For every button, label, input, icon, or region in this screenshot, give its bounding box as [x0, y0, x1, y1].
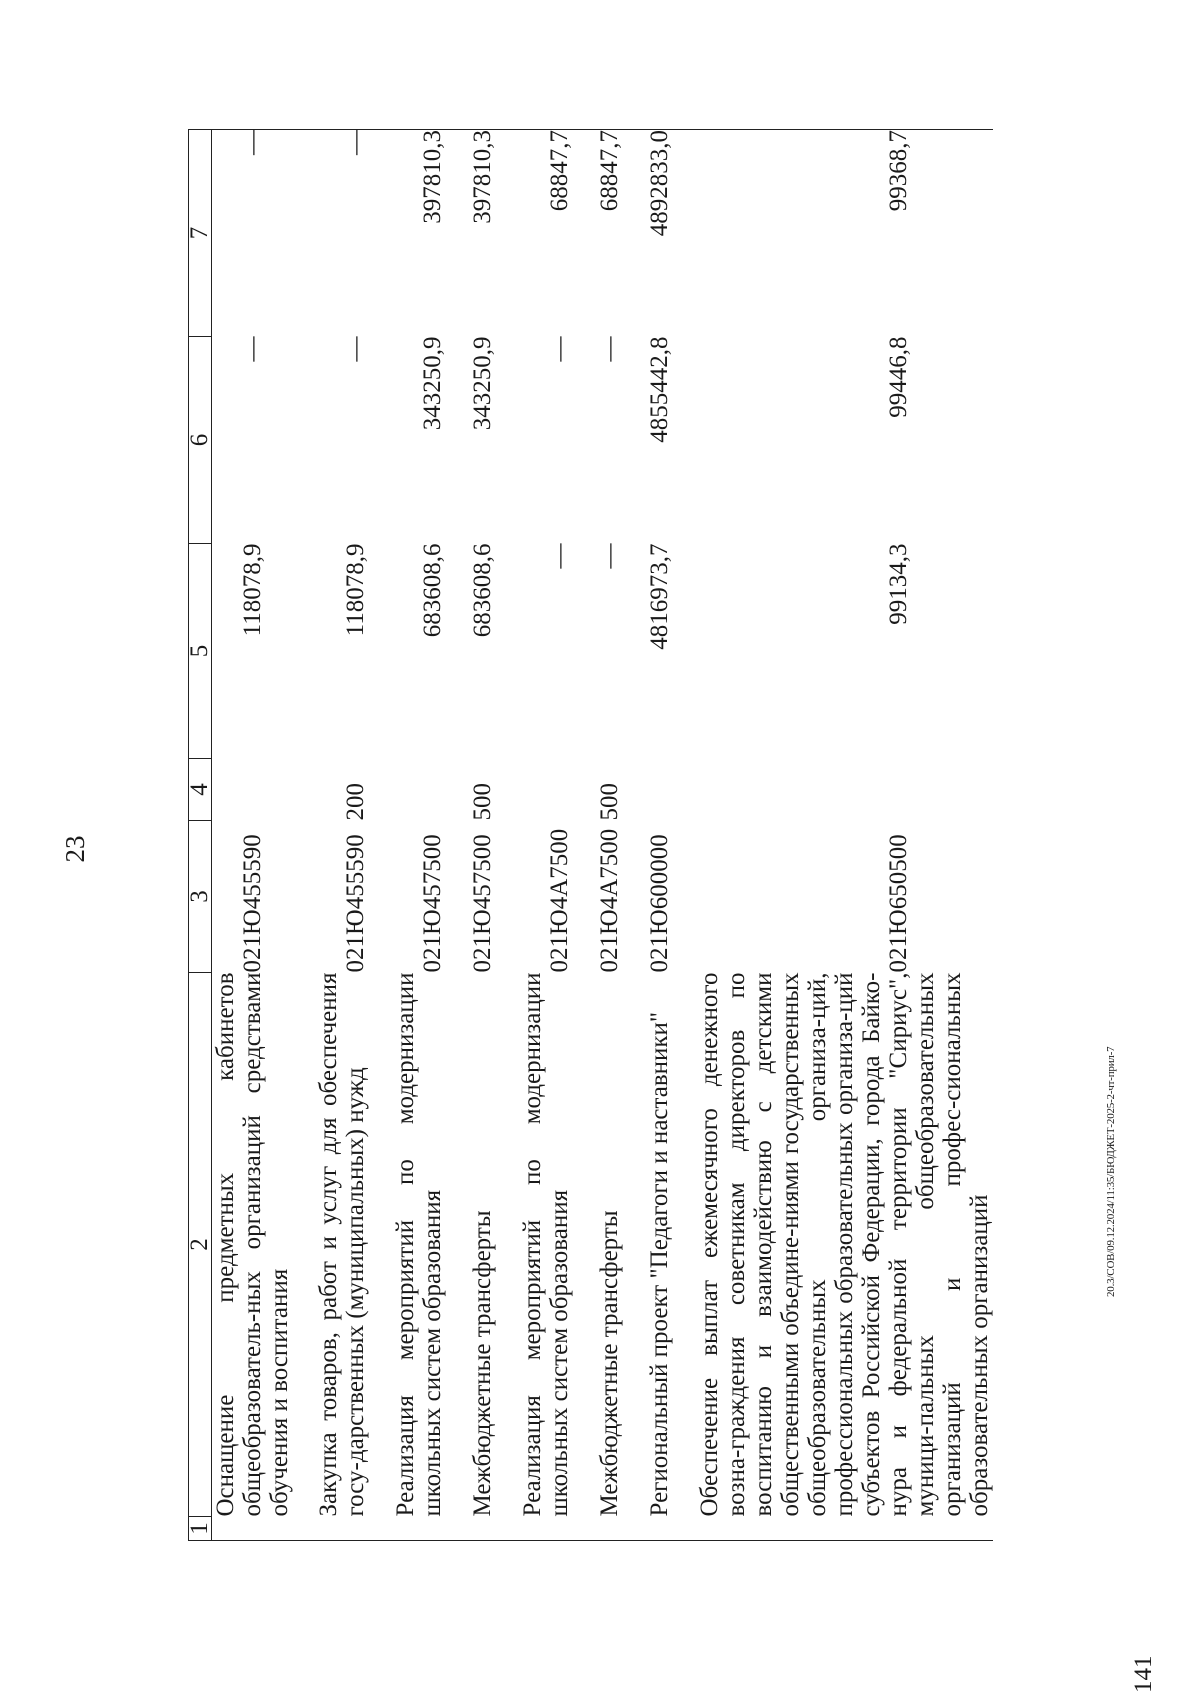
row-type: 200 — [342, 783, 369, 821]
row-name: Оснащение предметных кабинетов общеобразователь-ных организаций средствами обучения и воспитания — [212, 972, 293, 1517]
page-number: 23 — [60, 835, 90, 863]
table-row — [392, 130, 447, 1541]
row-value-6: — — [342, 336, 369, 362]
column-header: 3 — [189, 821, 212, 973]
row-value-6: — — [239, 336, 266, 362]
row-value-5: 4816973,7 — [646, 543, 673, 650]
row-type: 500 — [596, 783, 623, 821]
row-value-5: — — [596, 543, 623, 569]
row-name: Закупка товаров, работ и услуг для обеспечения госу-дарственных (муниципальных) нужд — [315, 972, 369, 1517]
row-code: 021Ю457500 — [469, 834, 496, 973]
table-row — [212, 130, 294, 1541]
table-row — [646, 130, 674, 1541]
row-code: 021Ю4А7500 — [596, 828, 623, 973]
row-value-7: — — [212, 130, 294, 337]
row-value-5: 118078,9 — [239, 543, 266, 637]
row-value-6: — — [546, 336, 573, 362]
column-header: 6 — [189, 337, 212, 544]
row-code: 021Ю455590 — [239, 834, 266, 973]
column-header: 7 — [189, 130, 212, 337]
row-type — [519, 759, 574, 821]
table-row — [696, 130, 993, 1541]
row-value-7: 68847,7 — [596, 130, 624, 337]
row-code: 021Ю455590 — [342, 834, 369, 973]
table-row — [469, 130, 497, 1541]
row-value-7: 99368,7 — [696, 130, 993, 337]
document-code: 20.3/СОВ/09.12.2024/11:35/БЮДЖЕТ-2025-2-чт-прил-7 — [1105, 1046, 1117, 1297]
row-value-6: 99446,8 — [885, 336, 912, 418]
row-name: Межбюджетные трансферты — [469, 1210, 496, 1517]
row-value-7: 397810,3 — [392, 130, 447, 337]
row-name: Межбюджетные трансферты — [596, 1210, 623, 1517]
row-value-7: — — [315, 130, 370, 337]
row-type — [392, 759, 447, 821]
row-value-6: — — [596, 336, 623, 362]
row-code: 021Ю650500 — [885, 834, 912, 973]
sheet-number: 141 — [1130, 1655, 1157, 1693]
row-value-6: 343250,9 — [419, 336, 446, 431]
row-value-5: 99134,3 — [885, 543, 912, 625]
row-value-6: 4855442,8 — [646, 336, 673, 443]
row-type — [212, 759, 294, 821]
row-value-7: 4892833,0 — [646, 130, 674, 337]
column-header: 2 — [189, 973, 212, 1517]
row-code: 021Ю600000 — [646, 834, 673, 973]
row-name: Обеспечение выплат ежемесячного денежного возна-граждения советникам директоров по воспитанию и взаимодействию с детскими общественными объедине-ниями государственных общеобразовательных организа-ций, профессиональных образовательных организа-ций субъектов Российской Федерации, города Байко-нура и федеральной территории "Сириус", муници-пальных общеобразовательных организаций и профес-сиональных образовательных организаций — [696, 972, 993, 1517]
column-header: 1 — [189, 1517, 212, 1541]
row-type: 500 — [469, 783, 496, 821]
table-row — [596, 130, 624, 1541]
row-code: 021Ю4А7500 — [546, 828, 573, 973]
row-value-5: 118078,9 — [342, 543, 369, 637]
budget-table — [188, 129, 993, 1541]
row-name: Реализация мероприятий по модернизации школьных систем образования — [392, 972, 446, 1517]
row-value-7: 397810,3 — [469, 130, 497, 337]
table-row — [519, 130, 574, 1541]
table-row — [315, 130, 370, 1541]
row-value-5: 683608,6 — [419, 543, 446, 638]
row-code: 021Ю457500 — [419, 834, 446, 973]
row-name: Реализация мероприятий по модернизации школьных систем образования — [519, 972, 573, 1517]
row-type — [646, 759, 674, 821]
row-value-7: 68847,7 — [519, 130, 574, 337]
column-header: 5 — [189, 544, 212, 759]
row-type — [696, 759, 993, 821]
column-header: 4 — [189, 759, 212, 821]
row-value-5: 683608,6 — [469, 543, 496, 638]
row-name: Региональный проект "Педагоги и наставники" — [646, 1011, 673, 1517]
header-row — [189, 130, 212, 1541]
row-value-5: — — [546, 543, 573, 569]
row-value-6: 343250,9 — [469, 336, 496, 431]
